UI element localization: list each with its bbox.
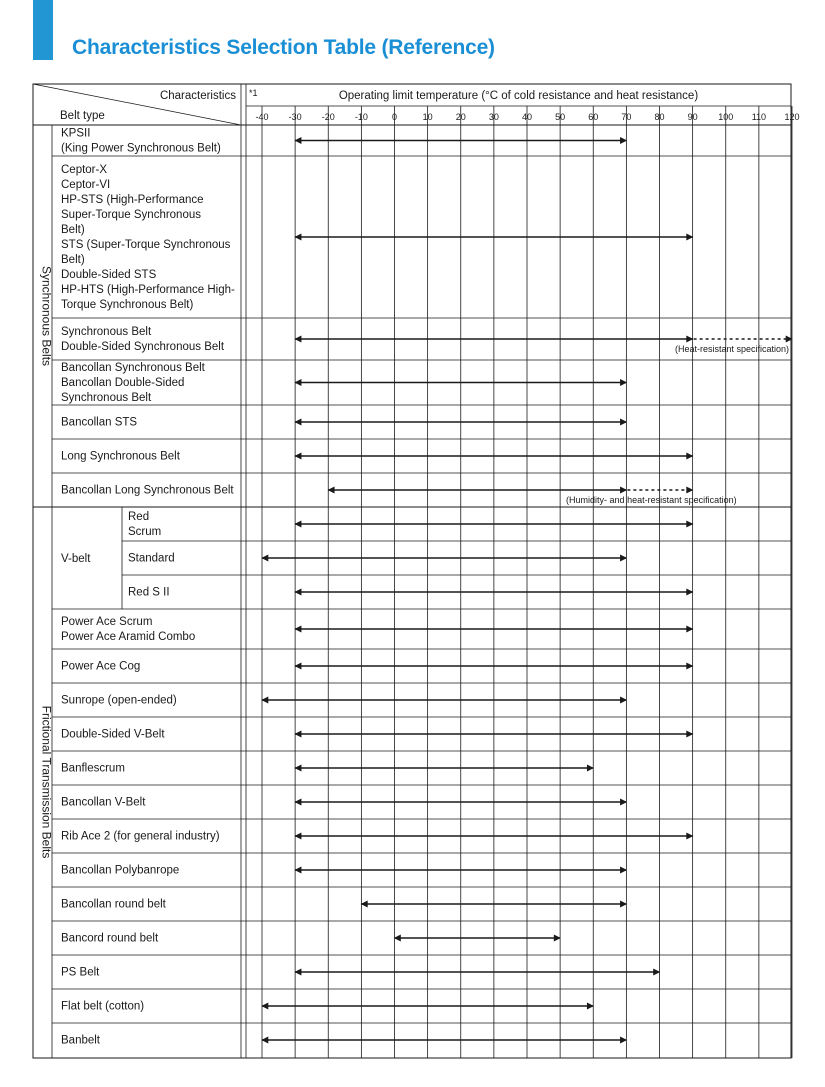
belt-type-label: Scrum: [128, 526, 162, 538]
belt-type-label: Bancollan Polybanrope: [61, 864, 180, 877]
belt-type-label: Synchronous Belt: [61, 326, 152, 338]
belt-type-label: Ceptor-X: [61, 164, 108, 176]
spec-note: (Humidity- and heat-resistant specification): [566, 495, 737, 505]
header-characteristics: Characteristics: [159, 90, 236, 102]
tick-label: 10: [422, 112, 433, 122]
belt-type-label: Rib Ace 2 (for general industry): [61, 830, 220, 843]
header-temperature-caption: Operating limit temperature (°C of cold resistance and heat resistance): [338, 90, 699, 102]
belt-type-label: Bancord round belt: [61, 932, 159, 945]
table-frame: [33, 84, 791, 1058]
belt-type-label: Banbelt: [61, 1034, 101, 1047]
belt-type-label: HP-HTS (High-Performance High-: [61, 284, 235, 296]
spec-note: (Heat-resistant specification): [674, 344, 789, 354]
tick-label: -30: [288, 112, 302, 122]
tick-label: 20: [455, 112, 466, 122]
group-label: Synchronous Belts: [39, 265, 54, 367]
tick-label: 0: [391, 112, 398, 122]
belt-type-label: Standard: [128, 552, 175, 565]
group-label: Frictional Transmission Belts: [39, 705, 54, 859]
belt-type-label: PS Belt: [61, 966, 100, 979]
tick-label: 90: [687, 112, 698, 122]
belt-type-label: Power Ace Cog: [61, 660, 141, 673]
belt-type-label: Red: [128, 511, 150, 523]
belt-type-label: Ceptor-VI: [61, 179, 111, 191]
tick-label: 40: [521, 112, 533, 122]
tick-label: 70: [621, 112, 632, 122]
tick-label: 80: [654, 112, 665, 122]
vbelt-parent-label: V-belt: [61, 553, 91, 565]
belt-type-label: Bancollan V-Belt: [61, 796, 146, 809]
belt-type-label: Double-Sided V-Belt: [61, 728, 165, 741]
belt-type-label: Bancollan STS: [61, 416, 138, 429]
header-belt-type: Belt type: [60, 110, 105, 122]
belt-type-label: Power Ace Scrum: [61, 616, 153, 628]
tick-label: 50: [555, 112, 566, 122]
tick-label: 30: [488, 112, 499, 122]
page-title: Characteristics Selection Table (Reference): [72, 36, 495, 59]
belt-type-label: HP-STS (High-Performance: [61, 194, 204, 206]
belt-type-label: Bancollan round belt: [61, 898, 166, 911]
header-note-mark: *1: [249, 88, 258, 98]
belt-type-label: Belt): [61, 254, 85, 266]
tick-label: 60: [588, 112, 599, 122]
tick-label: -10: [354, 112, 368, 122]
tick-label: 110: [751, 112, 767, 122]
belt-type-label: Belt): [61, 224, 85, 236]
belt-type-label: STS (Super-Torque Synchronous: [61, 239, 231, 251]
belt-type-label: Bancollan Long Synchronous Belt: [61, 484, 234, 497]
belt-type-label: Power Ace Aramid Combo: [61, 631, 196, 643]
belt-type-label: Torque Synchronous Belt): [61, 299, 194, 311]
belt-type-label: Bancollan Synchronous Belt: [61, 362, 205, 374]
belt-type-label: Sunrope (open-ended): [61, 694, 177, 707]
belt-type-label: Bancollan Double-Sided: [61, 377, 185, 389]
tick-label: 100: [718, 112, 734, 122]
belt-type-label: KPSII: [61, 127, 91, 140]
tick-label: 120: [784, 112, 800, 122]
belt-type-label: Flat belt (cotton): [61, 1000, 145, 1013]
belt-type-label: Long Synchronous Belt: [61, 450, 180, 463]
tick-label: -40: [255, 112, 269, 122]
belt-type-label: Double-Sided Synchronous Belt: [61, 341, 225, 353]
tick-label: -20: [321, 112, 335, 122]
belt-type-label: Synchronous Belt: [61, 392, 152, 404]
belt-type-label: Red S II: [128, 586, 170, 599]
belt-type-label: Double-Sided STS: [61, 269, 157, 281]
belt-type-label: (King Power Synchronous Belt): [61, 142, 221, 155]
belt-type-label: Super-Torque Synchronous: [61, 209, 201, 221]
belt-type-label: Banflescrum: [61, 762, 125, 775]
